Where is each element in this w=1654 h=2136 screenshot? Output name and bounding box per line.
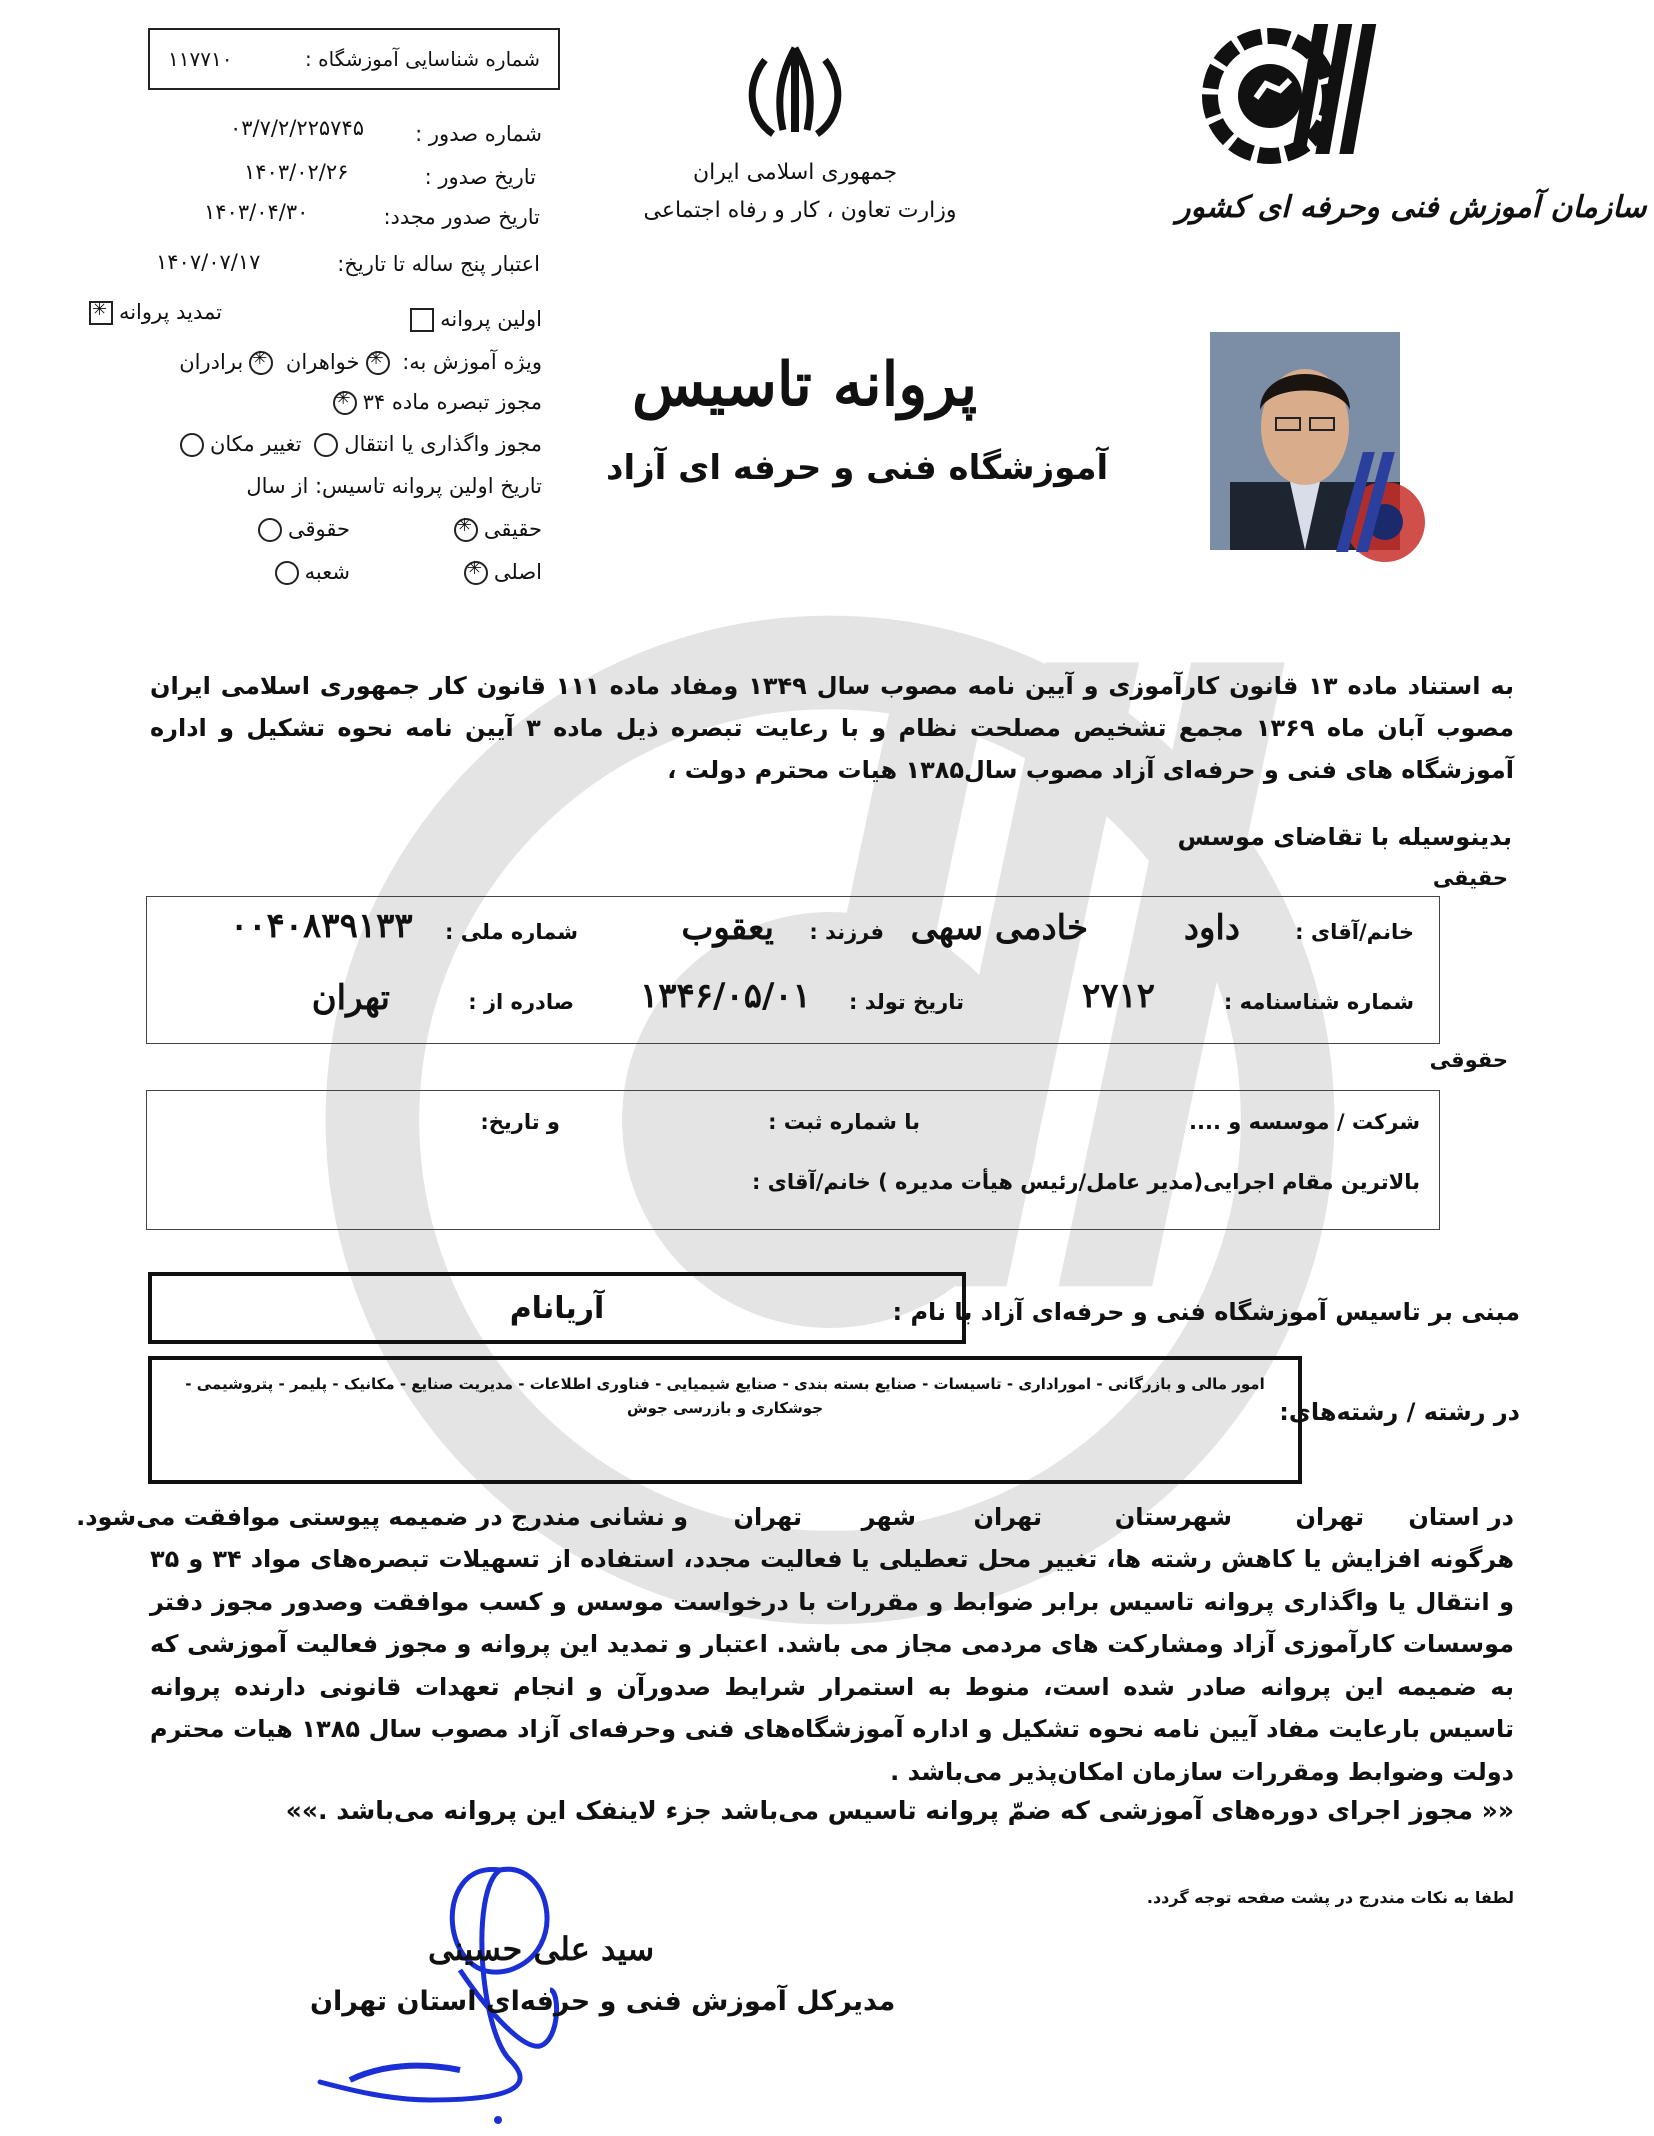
institute-name-box — [148, 1272, 966, 1344]
page-subtitle: آموزشگاه فنی و حرفه ای آزاد — [606, 448, 1109, 488]
national-id-value: ۰۰۴۰۸۳۹۱۳۳ — [230, 906, 413, 946]
legal-radio[interactable] — [258, 518, 282, 542]
province-value: تهران — [1295, 1503, 1364, 1531]
issued-from-label: صادره از : — [468, 990, 574, 1014]
natural-section-label: حقیقی — [1432, 866, 1508, 890]
note34-radio[interactable] — [333, 391, 357, 415]
birth-cert-value: ۲۷۱۲ — [1082, 976, 1156, 1016]
first-date-label: تاریخ اولین پروانه تاسیس: از سال — [246, 474, 542, 498]
first-license-option: اولین پروانه — [404, 307, 542, 332]
validity-label: اعتبار پنج ساله تا تاریخ: — [337, 252, 540, 276]
validity-value: ۱۴۰۷/۰۷/۱۷ — [156, 250, 261, 274]
birth-date-label: تاریخ تولد : — [849, 990, 964, 1014]
reissue-date-value: ۱۴۰۳/۰۴/۳۰ — [204, 200, 309, 224]
transfer-row: مجوز واگذاری یا انتقال تغییر مکان — [174, 432, 542, 457]
fields-list: امور مالی و بازرگانی - اموراداری - تاسیسات - صنایع بسته بندی - صنایع شیمیایی - فناوری اطلاعات - مدیریت صنایع - مکانیک - پلیمر - پتروشیمی - جوشکاری و بازرسی جوش — [185, 1375, 1265, 1417]
institute-id-value: ۱۱۷۷۱۰ — [168, 47, 233, 71]
emblem-line1: جمهوری اسلامی ایران — [692, 160, 898, 185]
emblem-line2: وزارت تعاون ، کار و رفاه اجتماعی — [643, 198, 957, 223]
iran-emblem-icon — [735, 40, 855, 140]
executive-label: بالاترین مقام اجرایی(مدیر عامل/رئیس هیأت مدیره ) خانم/آقای : — [751, 1170, 1420, 1194]
intro-paragraph: به استناد ماده ۱۳ قانون کارآموزی و آیین نامه مصوب سال ۱۳۴۹ ومفاد ماده ۱۱۱ قانون کار جمهوری اسلامی ایران مصوب آبان ماه ۱۳۶۹ مجمع تشخیص مصلحت نظام و با رعایت تبصره ذیل ماده ۳ آیین نامه نحوه تشکیل و اداره آموزشگاه های فنی و حرفه‌ای آزاد مصوب سال۱۳۸۵ هیات محترم دولت ، — [150, 672, 1515, 784]
legal-option: حقوقی — [252, 517, 350, 542]
request-line: بدینوسیله با تقاضای موسس — [1177, 823, 1512, 851]
brothers-radio[interactable] — [249, 351, 273, 375]
issued-from-value: تهران — [311, 978, 390, 1018]
relocation-radio[interactable] — [180, 433, 204, 457]
reissue-date-label: تاریخ صدور مجدد: — [383, 205, 540, 229]
natural-radio[interactable] — [454, 518, 478, 542]
body-paragraph: هرگونه افزایش یا کاهش رشته ها، تغییر محل تعطیلی یا فعالیت مجدد، استفاده از تسهیلات تبصره‌های مواد ۳۴ و ۳۵ و انتقال یا واگذاری پروانه تاسیس برابر ضوابط و مقررات با درخواست موسس و کسب موافقت وصدور مجوز دفتر موسسات کارآموزی آزاد ومشارکت های مردمی مجاز می باشد. اعتبار و تمدید این پروانه و مجوز فعالیت آموزشی که به ضمیمه این پروانه صادر شده است، منوط به استمرار شرایط صدورآن و انجام تعهدات قانونی دارنده پروانه تاسیس بارعایت مفاد آیین نامه نحوه تشکیل و اداره آموزشگاه‌های فنی وحرفه‌ای آزاد مصوب سال ۱۳۸۵ هیات محترم دولت وضوابط ومقررات سازمان امکان‌پذیر می‌باشد . — [150, 1545, 1515, 1786]
footnote: لطفا به نکات مندرج در پشت صفحه توجه گردد. — [1146, 1888, 1514, 1907]
city-value: تهران — [733, 1503, 802, 1531]
main-radio[interactable] — [464, 561, 488, 585]
registration-date-label: و تاریخ: — [480, 1110, 560, 1134]
address-text: و نشانی مندرج در ضمیمه پیوستی موافقت می‌شود. — [76, 1503, 688, 1531]
institute-id-box — [148, 28, 560, 90]
transfer-radio[interactable] — [314, 433, 338, 457]
signatory-name: سید علی حسینی — [428, 1930, 655, 1968]
name-label: خانم/آقای : — [1295, 920, 1414, 944]
issue-date-label: تاریخ صدور : — [424, 165, 536, 189]
city-label: شهر — [861, 1503, 916, 1531]
natural-option: حقیقی✳ — [448, 517, 542, 542]
page-title: پروانه تاسیس — [632, 350, 978, 420]
issue-date-value: ۱۴۰۳/۰۲/۲۶ — [244, 160, 349, 184]
branch-option: شعبه — [269, 560, 350, 585]
county-value: تهران — [973, 1503, 1042, 1531]
special-for-row: ویژه آموزش به: ✳خواهران ✳برادران — [179, 350, 542, 375]
main-option: اصلی✳ — [458, 560, 542, 585]
signatory-title: مدیرکل آموزش فنی و حرفه‌ای استان تهران — [310, 1986, 896, 2017]
tvto-logo-icon — [1198, 14, 1398, 174]
org-name: سازمان آموزش فنی وحرفه ای کشور — [1176, 190, 1647, 225]
sisters-radio[interactable] — [366, 351, 390, 375]
issue-number-value: ۰۳/۷/۲/۲۲۵۷۴۵ — [230, 116, 365, 140]
last-name: خادمی سهی — [910, 908, 1088, 948]
birth-date-value: ۱۳۴۶/۰۵/۰۱ — [640, 976, 811, 1016]
company-label: شرکت / موسسه و .... — [1189, 1110, 1420, 1134]
renewal-checkbox[interactable] — [89, 301, 113, 325]
first-license-checkbox[interactable] — [410, 308, 434, 332]
registration-label: با شماره ثبت : — [768, 1110, 920, 1134]
note34-row: مجوز تبصره ماده ۳۴✳ — [327, 390, 542, 415]
branch-radio[interactable] — [275, 561, 299, 585]
county-label: شهرستان — [1114, 1503, 1232, 1531]
first-name: داود — [1183, 908, 1240, 948]
legal-section-label: حقوقی — [1429, 1048, 1508, 1072]
institute-id-label: شماره شناسایی آموزشگاه : — [305, 47, 540, 71]
father-name: یعقوب — [681, 908, 774, 948]
institute-based-label: مبنی بر تاسیس آموزشگاه فنی و حرفه‌ای آزاد با نام : — [892, 1298, 1520, 1326]
fields-box — [148, 1356, 1302, 1484]
institute-name: آریانام — [509, 1290, 605, 1326]
child-of-label: فرزند : — [809, 920, 884, 944]
renewal-option: تمدید پروانه✳ — [83, 300, 222, 325]
fields-label: در رشته / رشته‌های: — [1279, 1398, 1520, 1426]
province-label: در استان — [1408, 1503, 1514, 1531]
founder-photo — [1210, 332, 1444, 568]
national-id-label: شماره ملی : — [445, 920, 578, 944]
notice-line: «« مجوز اجرای دوره‌های آموزشی که ضمّ پروانه تاسیس می‌باشد جزء لاینفک این پروانه می‌باشد .»» — [285, 1796, 1514, 1825]
issue-number-label: شماره صدور : — [415, 122, 542, 146]
birth-cert-label: شماره شناسنامه : — [1223, 990, 1414, 1014]
